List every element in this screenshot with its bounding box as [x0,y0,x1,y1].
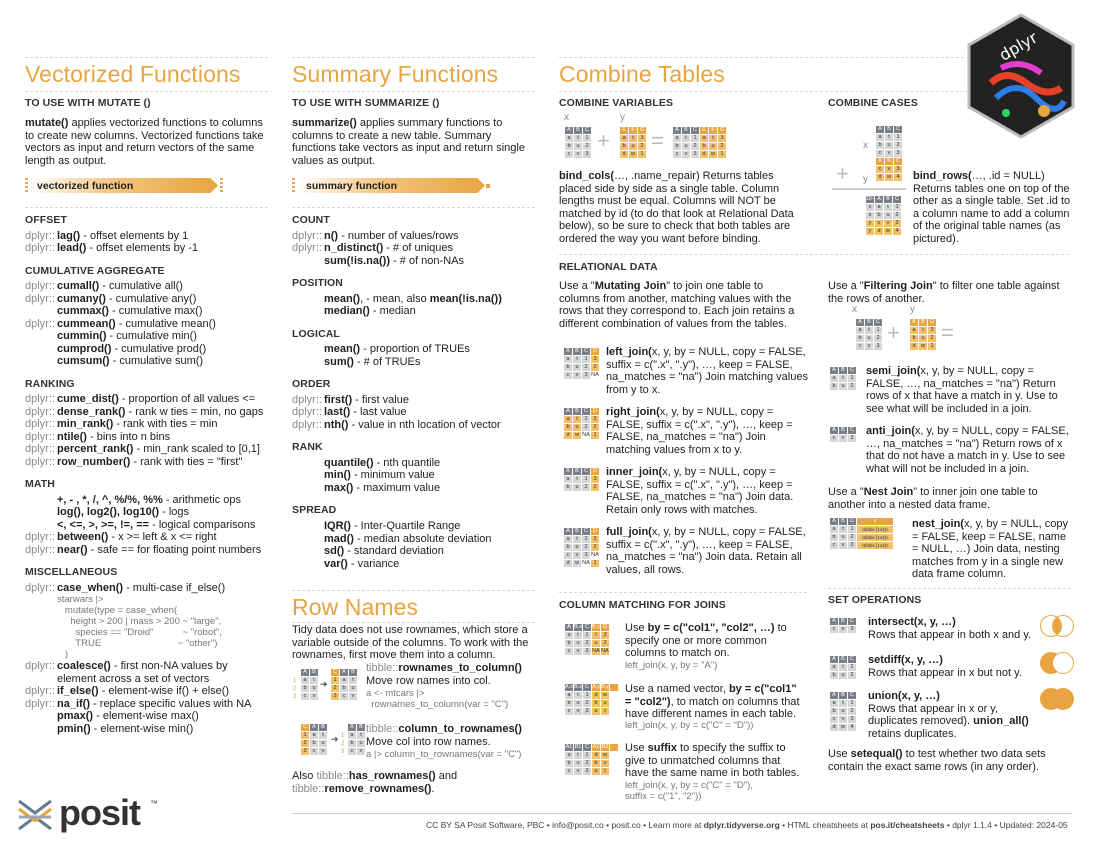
bind-cols-description: bind_cols(…, .name_repair) Returns tables placed side by side as a single table. Column lengths must be equal. Columns will NOT be matched by id (to do that look at Relational Data below), so be sure to check that both tables are ordered the way you want before binding. [559,170,794,245]
function-line: dplyr:: dense_rank() - rank w ties = min, no gaps [25,405,264,418]
posit-trademark: ™ [150,799,158,808]
function-line: element across a set of vectors [57,672,210,685]
union-table: A B C a t 1 b u 2 c v 3 d w 4 [830,692,856,731]
function-line: dplyr:: nth() - value in nth location of vector [292,418,501,431]
rownames-to-column-code2: rownames_to_column(var = "C") [366,699,509,710]
function-line: mad() - median absolute deviation [324,532,492,545]
function-line: min() - minimum value [324,469,435,482]
bindrows-divider [832,188,906,190]
footer-text: CC BY SA Posit Software, PBC • info@posit.co • posit.co • Learn more at dplyr.tidyverse.org • HTML cheatsheets at pos.it/cheatsheets • dplyr 1.1.4 • Updated: 2024-05 [426,820,1068,830]
colmatch-named-code: left_join(x, y, by = c("C" = "D")) [625,720,754,731]
function-line: dplyr:: row_number() - rank with ties = "first" [25,455,243,468]
function-line: dplyr:: na_if() - replace specific values with NA [25,697,252,710]
bindrows-y-table: A B C c v 3 d w 4 [876,158,902,181]
function-line: dplyr:: lag() - offset elements by 1 [25,229,189,242]
rownames-input-table: A B a t b u c v [301,669,318,700]
bindcols-x-label: x [564,112,569,123]
row-names-title: Row Names [292,594,419,620]
colmatch-table-1: A B.x C B.y D a t 1 t 3 b u 2 u 2 c v 3 NA NA [565,624,609,655]
posit-mark-icon [16,797,54,833]
function-line: median() - median [324,305,416,318]
section-heading: MISCELLANEOUS [25,566,118,579]
anti-join: anti_join(x, y, by = NULL, copy = FALSE, …, na_matches = "na") Return rows of x that do not have a match in y. Use to see what will not be included in a join. [866,425,1069,475]
join-table: A B C D a t 1 3 b u 2 2 c v 3 NA d w NA 1 [564,528,599,567]
colrownames-index: 1 2 3 [341,733,345,755]
summary-functions-title: Summary Functions [292,61,499,87]
section-heading: OFFSET [25,214,68,226]
filter-y-label: y [910,304,915,315]
bindrows-x-label: x [863,140,868,151]
section-heading: RANK [292,441,323,454]
relational-data-heading: RELATIONAL DATA [559,261,658,273]
colmatch-table-3: A1 B1 C A2 B2 a t 1 d w b u 2 b u c v 3 a t [565,744,618,775]
colrownames-arrow-icon: ➜ [331,734,339,744]
bindrows-plus-icon: + [836,161,849,186]
combine-cases-heading: COMBINE CASES [828,97,918,109]
function-line: dplyr:: n() - number of values/rows [292,229,459,242]
colrownames-input-table: C A B 1 a t 2 b u 3 c v [301,724,327,755]
mutating-join-intro: Use a "Mutating Join" to join one table to columns from another, matching values with the rows that they correspond to. Each join retains a different combination of values from the tables. [559,280,795,330]
summary-subtitle: TO USE WITH SUMMARIZE () [292,97,440,109]
rownames-to-column: tibble::rownames_to_column() [366,662,522,674]
filter-y-table: A B D a t 3 b u 2 d w 1 [910,319,936,350]
function-line: IQR() - Inter-Quartile Range [324,520,461,533]
colmatch-by-code: left_join(x, y, by = "A") [625,660,718,671]
join-table: A B C D a t 1 3 b u 2 2 [564,468,599,491]
function-line: dplyr:: between() - x >= left & x <= right [25,531,217,544]
nest-join: nest_join(x, y, by = NULL, copy = FALSE, keep = FALSE, name = NULL, …) Join data, nesting matches from y in a single new data frame column. [912,518,1068,580]
join-table: A B C D a t 1 3 b u 2 2 d w NA 1 [564,408,599,439]
function-line: dplyr:: min_rank() - rank with ties = min [25,418,218,431]
colmatch-suffix-code2: suffix = c("1", "2")) [625,791,702,802]
summary-intro: summarize() applies summary functions to columns to create a new table. Summary functions take vectors as input and return single values as output. [292,117,525,167]
column-to-rownames-desc: Move col into row names. [366,736,491,748]
function-line: sd() - standard deviation [324,545,444,558]
function-line: quantile() - nth quantile [324,456,441,469]
case-when-code: starwars |> mutate(type = case_when( height > 200 | mass > 200 ~ "large", species == "Droid" ~ "robot", TRUE ~ "other") ) [57,594,222,661]
colmatch-suffix-description: Use suffix to specify the suffix to give to unmatched columns that have the same name in both tables. [625,742,800,779]
function-line: dplyr:: first() - first value [292,393,409,406]
summary-arrow-diagram [292,176,492,196]
vectorized-arrow-label: vectorized function [37,180,134,192]
column-to-rownames: tibble::column_to_rownames() [366,723,522,735]
setequal-note: Use setequal() to test whether two data sets contain the exact same rows (in any order). [828,748,1046,773]
join-description: left_join(x, y, by = NULL, copy = FALSE, suffix = c(".x", ".y"), …, keep = FALSE, na_matches = "na") Join matching values from y to x. [606,346,808,396]
bindcols-result-table: A B C E F G a t 1 a t 3 b u 2 b u 2 c v 3 d w 1 [673,127,726,158]
function-line: sum(!is.na()) - # of non-NAs [324,254,464,267]
function-line: pmax() - element-wise max() [57,710,199,723]
union: union(x, y, …) Rows that appear in x or y, duplicates removed). union_all() retains duplicates. [868,690,1029,740]
vectorized-arrow-diagram [25,176,225,196]
equals-icon: = [651,128,664,153]
vectorized-intro: mutate() applies vectorized functions to columns to create new columns. Vectorized functions take vectors as input and return vectors of the same length as output. [25,117,264,167]
colmatch-named-description: Use a named vector, by = c("col1" = "col2"), to match on columns that have different names in each table. [625,683,800,720]
union-venn-icon [1040,688,1074,710]
bindrows-result-table: DF A B C x a t 1 x b u 2 y c v 3 y d w 4 [866,196,901,235]
colmatch-by-description: Use by = c("col1", "col2", …) to specify one or more common columns to match on. [625,622,787,659]
function-line: pmin() - element-wise min() [57,722,194,735]
section-heading: MATH [25,478,55,491]
section-heading: CUMULATIVE AGGREGATE [25,264,165,277]
filtering-join-intro: Use a "Filtering Join" to filter one table against the rows of another. [828,280,1060,305]
row-names-intro: Tidy data does not use rownames, which store a variable outside of the columns. To work with the rownames, first move them into a column. [292,624,529,661]
footer-rule [292,813,1072,814]
bindrows-y-label: y [863,174,868,185]
filter-plus-icon: + [887,320,900,345]
filter-x-table: A B C a t 1 b u 2 c v 3 [856,319,882,350]
also-line1: Also tibble::has_rownames() and [292,770,458,782]
function-line: cummax() - cumulative max() [57,305,203,318]
function-line: +, - , *, /, ^, %/%, %% - arithmetic ops [57,493,242,506]
function-line: sum() - # of TRUEs [324,355,421,368]
function-line: dplyr:: ntile() - bins into n bins [25,430,171,443]
section-heading: ORDER [292,378,331,391]
summary-arrow-label: summary function [306,180,398,192]
dplyr-hex-logo [966,13,1076,139]
nest-join-intro: Use a "Nest Join" to inner join one table to another into a nested data frame. [828,486,1038,511]
section-heading: COUNT [292,214,330,226]
semi-join: semi_join(x, y, by = NULL, copy = FALSE, …, na_matches = "na") Return rows of x that have a match in y. Use to see what will be included in a join. [866,365,1058,415]
section-heading: POSITION [292,277,343,290]
section-heading: LOGICAL [292,327,340,340]
bindcols-y-table: E F G a t 3 b u 2 d w 1 [620,127,646,158]
function-line: cumprod() - cumulative prod() [57,342,207,355]
combine-tables-title: Combine Tables [559,61,725,87]
function-line: <, <=, >, >=, !=, == - logical comparisons [57,518,256,531]
function-line: cumsum() - cumulative sum() [57,355,204,368]
colmatch-table-2: A.x B.x C A.y B.y a t 1 d w b u 2 b u c v 3 a t [565,684,618,715]
function-line: dplyr:: cumall() - cumulative all() [25,280,183,293]
join-description: full_join(x, y, by = NULL, copy = FALSE, suffix = c(".x", ".y"), …, keep = FALSE, na_matches = "na") Join data. Retain all values, all rows. [606,526,806,576]
setdiff-table: A B C a t 1 b u 2 [830,656,856,679]
rownames-to-column-code1: a <- mtcars |> [366,688,425,699]
section-heading: RANKING [25,377,75,390]
join-description: inner_join(x, y, by = NULL, copy = FALSE, suffix = c(".x", ".y"), …, keep = FALSE, na_matches = "na") Join data. Retain only rows with matches. [606,466,794,516]
function-line: dplyr:: cume_dist() - proportion of all values <= [25,393,256,406]
function-line: dplyr:: last() - last value [292,406,407,419]
function-line: dplyr:: percent_rank() - min_rank scaled to [0,1] [25,443,260,456]
rownames-arrow-icon: ➜ [320,679,328,689]
function-line: var() - variance [324,557,400,570]
function-line: mean(), - mean, also mean(!is.na()) [324,292,502,305]
rownames-index: 1 2 3 [293,678,297,700]
vectorized-subtitle: TO USE WITH MUTATE () [25,97,151,109]
function-line: mean() - proportion of TRUEs [324,343,470,356]
function-line: log(), log2(), log10() - logs [57,506,190,519]
colmatch-suffix-code1: left_join(x, y, by = c("C" = "D"), [625,780,753,791]
column-matching-heading: COLUMN MATCHING FOR JOINS [559,599,726,611]
plus-icon: + [597,128,610,153]
intersect-venn-icon [1040,615,1074,637]
function-line: max() - maximum value [324,481,441,494]
set-operations-heading: SET OPERATIONS [828,594,922,606]
bindrows-x-table: A B C a t 1 b u 2 c v 3 [876,126,902,157]
section-heading: SPREAD [292,504,337,517]
rownames-output-table: C A B 1 a t 2 b u 3 c v [331,669,357,700]
function-line: dplyr:: cummean() - cumulative mean() [25,317,216,330]
function-line: dplyr:: cumany() - cumulative any() [25,292,197,305]
function-line: cummin() - cumulative min() [57,330,197,343]
bindcols-x-table: A B C a t 1 b u 2 c v 3 [565,127,591,158]
nest-join-table: A B C y a t 1 <tibble [1x2]> b u 2 <tibble [1x2]> c v 3 <tibble [1x2]> [830,518,893,549]
colrownames-output-table: A B a t b u c v [348,724,365,755]
bindcols-y-label: y [620,112,625,123]
summary-sections [292,214,537,570]
function-line: dplyr:: if_else() - element-wise if() + else() [25,685,230,698]
vectorized-sections [25,214,270,735]
function-line: dplyr:: lead() - offset elements by -1 [25,242,199,255]
combine-variables-heading: COMBINE VARIABLES [559,97,674,109]
filter-equals-icon: = [941,320,954,345]
setdiff: setdiff(x, y, …) Rows that appear in x but not y. [868,654,1022,679]
function-line: dplyr:: coalesce() - first non-NA values by [25,660,228,673]
column-to-rownames-code: a |> column_to_rownames(var = "C") [366,749,522,760]
anti-join-table: A B C c v 3 [830,427,856,442]
function-line: dplyr:: n_distinct() - # of uniques [292,242,453,255]
rownames-to-column-desc: Move row names into col. [366,675,491,687]
semi-join-table: A B C a t 1 b u 2 [830,367,856,390]
filter-x-label: x [852,304,857,315]
bind-rows-description: bind_rows(…, .id = NULL) Returns tables one on top of the other as a single table. Set .id to a column name to add a column of the original table names (as pictured). [913,170,1071,245]
join-description: right_join(x, y, by = NULL, copy = FALSE, suffix = c(".x", ".y"), …, keep = FALSE, na_matches = "na") Join matching values from x to y. [606,406,793,456]
join-table: A B C D a t 1 3 b u 2 2 c v 3 NA [564,348,599,379]
setdiff-venn-icon [1040,652,1074,674]
also-line2: tibble::remove_rownames(). [292,783,435,795]
function-line: dplyr:: near() - safe == for floating point numbers [25,543,262,556]
svg-text:dplyr: dplyr [995,27,1041,65]
intersect-table: A B C c v 3 [830,618,856,633]
posit-wordmark: posit [59,792,140,833]
vectorized-functions-title: Vectorized Functions [25,61,241,87]
function-line: dplyr:: case_when() - multi-case if_else() [25,581,226,594]
intersect: intersect(x, y, …) Rows that appear in both x and y. [868,616,1032,641]
